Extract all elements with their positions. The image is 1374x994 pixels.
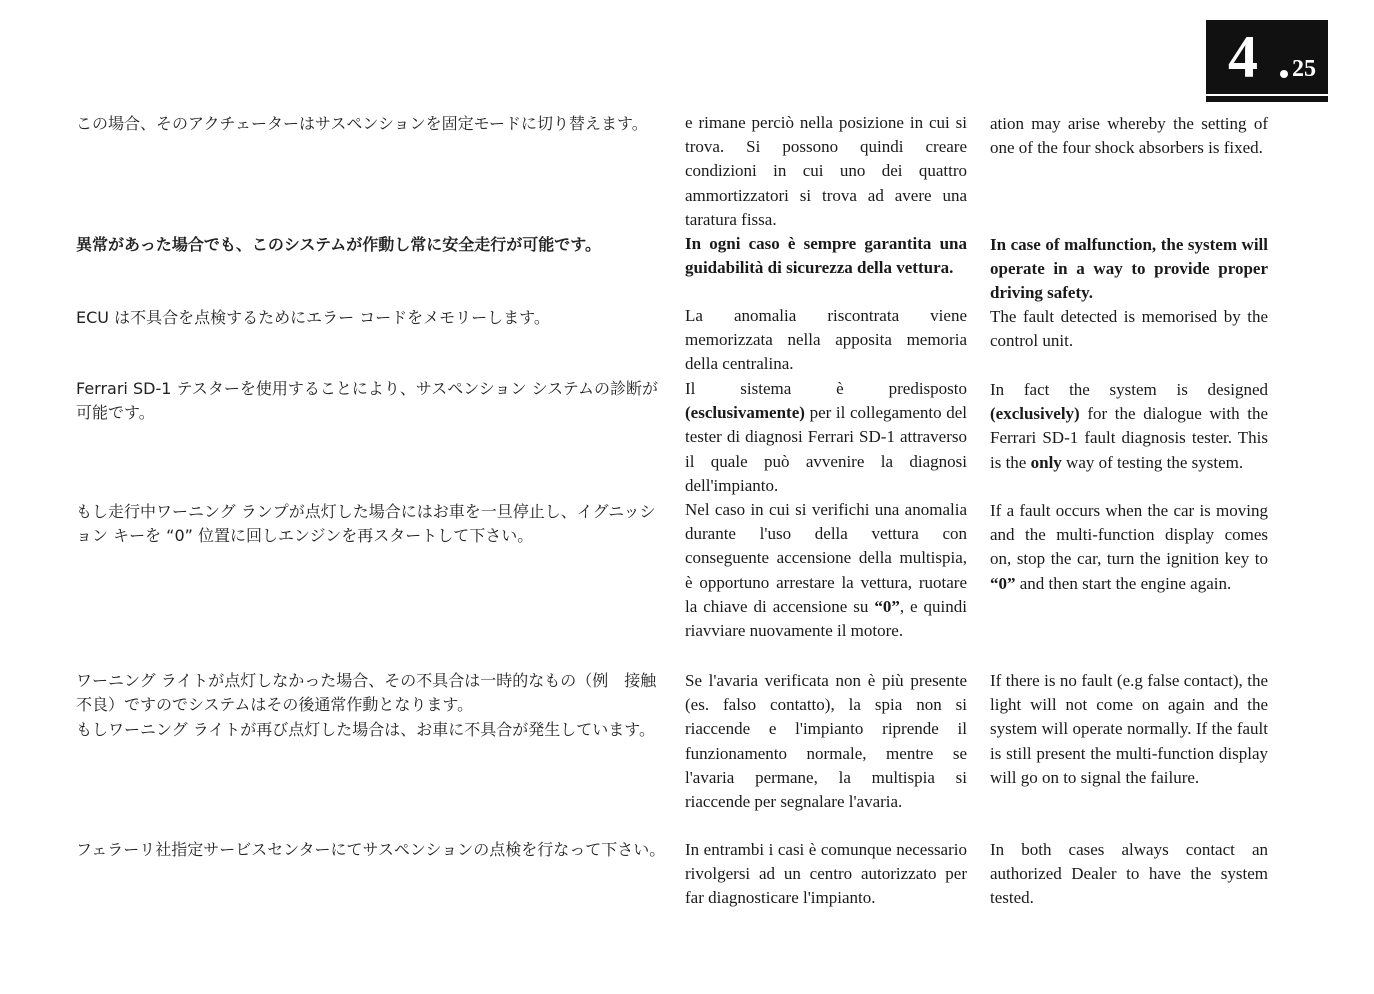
- ja-paragraph-7: もしワーニング ライトが再び点灯した場合は、お車に不具合が発生しています。: [76, 720, 656, 739]
- en-p4-bold-only: only: [1030, 452, 1062, 472]
- it-paragraph-6: Se l'avaria verificata non è più presente (es. falso contatto), la spia non si riaccende e l'impianto riprende il funzionamento normale, mentre se l'avaria permane, la multispia si riaccende per segnalare l'avaria.: [685, 671, 967, 812]
- en-paragraph-3: The fault detected is memorised by the control unit.: [990, 307, 1268, 351]
- it-p5-text-c: , e quindi riavviare nuovamente il motore.: [685, 596, 967, 641]
- header-rule: [1206, 96, 1328, 102]
- it-paragraph-3: La anomalia riscontrata viene memorizzata nella apposita memoria della centralina.: [685, 306, 967, 374]
- page-number: 25: [1292, 56, 1316, 82]
- it-p4-text-c: per il collegamento del tester di diagnosi Ferrari SD-1 attraverso il quale può avvenire la diagnosi dell'impianto.: [685, 403, 967, 495]
- en-p4-text-c: for the dialogue with the Ferrari SD-1 fault diagnosis tester. This is the: [990, 404, 1268, 472]
- en-p4-text-e: way of testing the system.: [1061, 452, 1244, 472]
- section-number: 4: [1228, 24, 1258, 90]
- ja-paragraph-5: もし走行中ワーニング ランプが点灯した場合にはお車を一旦停止し、イグニッション キーを “0” 位置に回しエンジンを再スタートして下さい。: [76, 502, 656, 546]
- en-p5-bold: “0”: [990, 573, 1016, 593]
- it-p5-text-a: Nel caso in cui si verifichi una anomalia durante l'uso della vettura con conseguente accensione della multispia, è opportuno arrestare la vettura, ruotare la chiave di accensione su: [685, 500, 967, 616]
- it-paragraph-7: In entrambi i casi è comunque necessario rivolgersi ad un centro autorizzato per far diagnosticare l'impianto.: [685, 840, 967, 908]
- en-paragraph-6: If there is no fault (e.g false contact), the light will not come on again and the system will operate normally. If the fault is still present the multi-function display will go on to signal the failure.: [990, 671, 1268, 787]
- it-paragraph-1: e rimane perciò nella posizione in cui si trova. Si possono quindi creare condizioni in cui uno dei quattro ammortizzatori si trova ad avere una taratura fissa.: [685, 113, 967, 229]
- it-paragraph-4: [685, 377, 967, 498]
- ja-paragraph-3: ECU は不具合を点検するためにエラー コードをメモリーします。: [76, 308, 550, 327]
- ja-paragraph-2: 異常があった場合でも、このシステムが作動し常に安全走行が可能です。: [76, 235, 601, 254]
- en-p5-text-c: and then start the engine again.: [1015, 573, 1232, 593]
- en-paragraph-4: [990, 378, 1268, 475]
- section-page-badge: [1206, 20, 1328, 94]
- ja-paragraph-8: フェラーリ社指定サービスセンターにてサスペンションの点検を行なって下さい。: [76, 840, 666, 859]
- badge-dot: [1280, 70, 1288, 78]
- it-p4-bold: (esclusivamente): [685, 403, 805, 423]
- it-paragraph-5: [685, 498, 967, 643]
- en-paragraph-2: In case of malfunction, the system will operate in a way to provide proper driving safety.: [990, 235, 1268, 303]
- en-p5-text-a: If a fault occurs when the car is moving and the multi-function display comes on, stop the car, turn the ignition key to: [990, 501, 1268, 569]
- ja-paragraph-4: Ferrari SD-1 テスターを使用することにより、サスペンション システムの診断が可能です。: [76, 379, 658, 423]
- en-paragraph-5: [990, 499, 1268, 596]
- en-paragraph-7: In both cases always contact an authorized Dealer to have the system tested.: [990, 840, 1268, 908]
- it-p5-bold: “0”: [874, 596, 900, 616]
- en-paragraph-1: ation may arise whereby the setting of one of the four shock absorbers is fixed.: [990, 114, 1268, 158]
- it-p4-text-a: Il sistema è predisposto: [685, 379, 967, 398]
- it-paragraph-2: In ogni caso è sempre garantita una guidabilità di sicurezza della vettura.: [685, 234, 967, 278]
- ja-paragraph-6: ワーニング ライトが点灯しなかった場合、その不具合は一時的なもの（例 接触不良）ですのでシステムはその後通常作動となります。: [76, 671, 657, 715]
- en-p4-text-a: In fact the system is designed: [990, 380, 1268, 399]
- ja-paragraph-1: この場合、そのアクチェーターはサスペンションを固定モードに切り替えます。: [76, 114, 648, 133]
- en-p4-bold: (exclusively): [990, 404, 1080, 424]
